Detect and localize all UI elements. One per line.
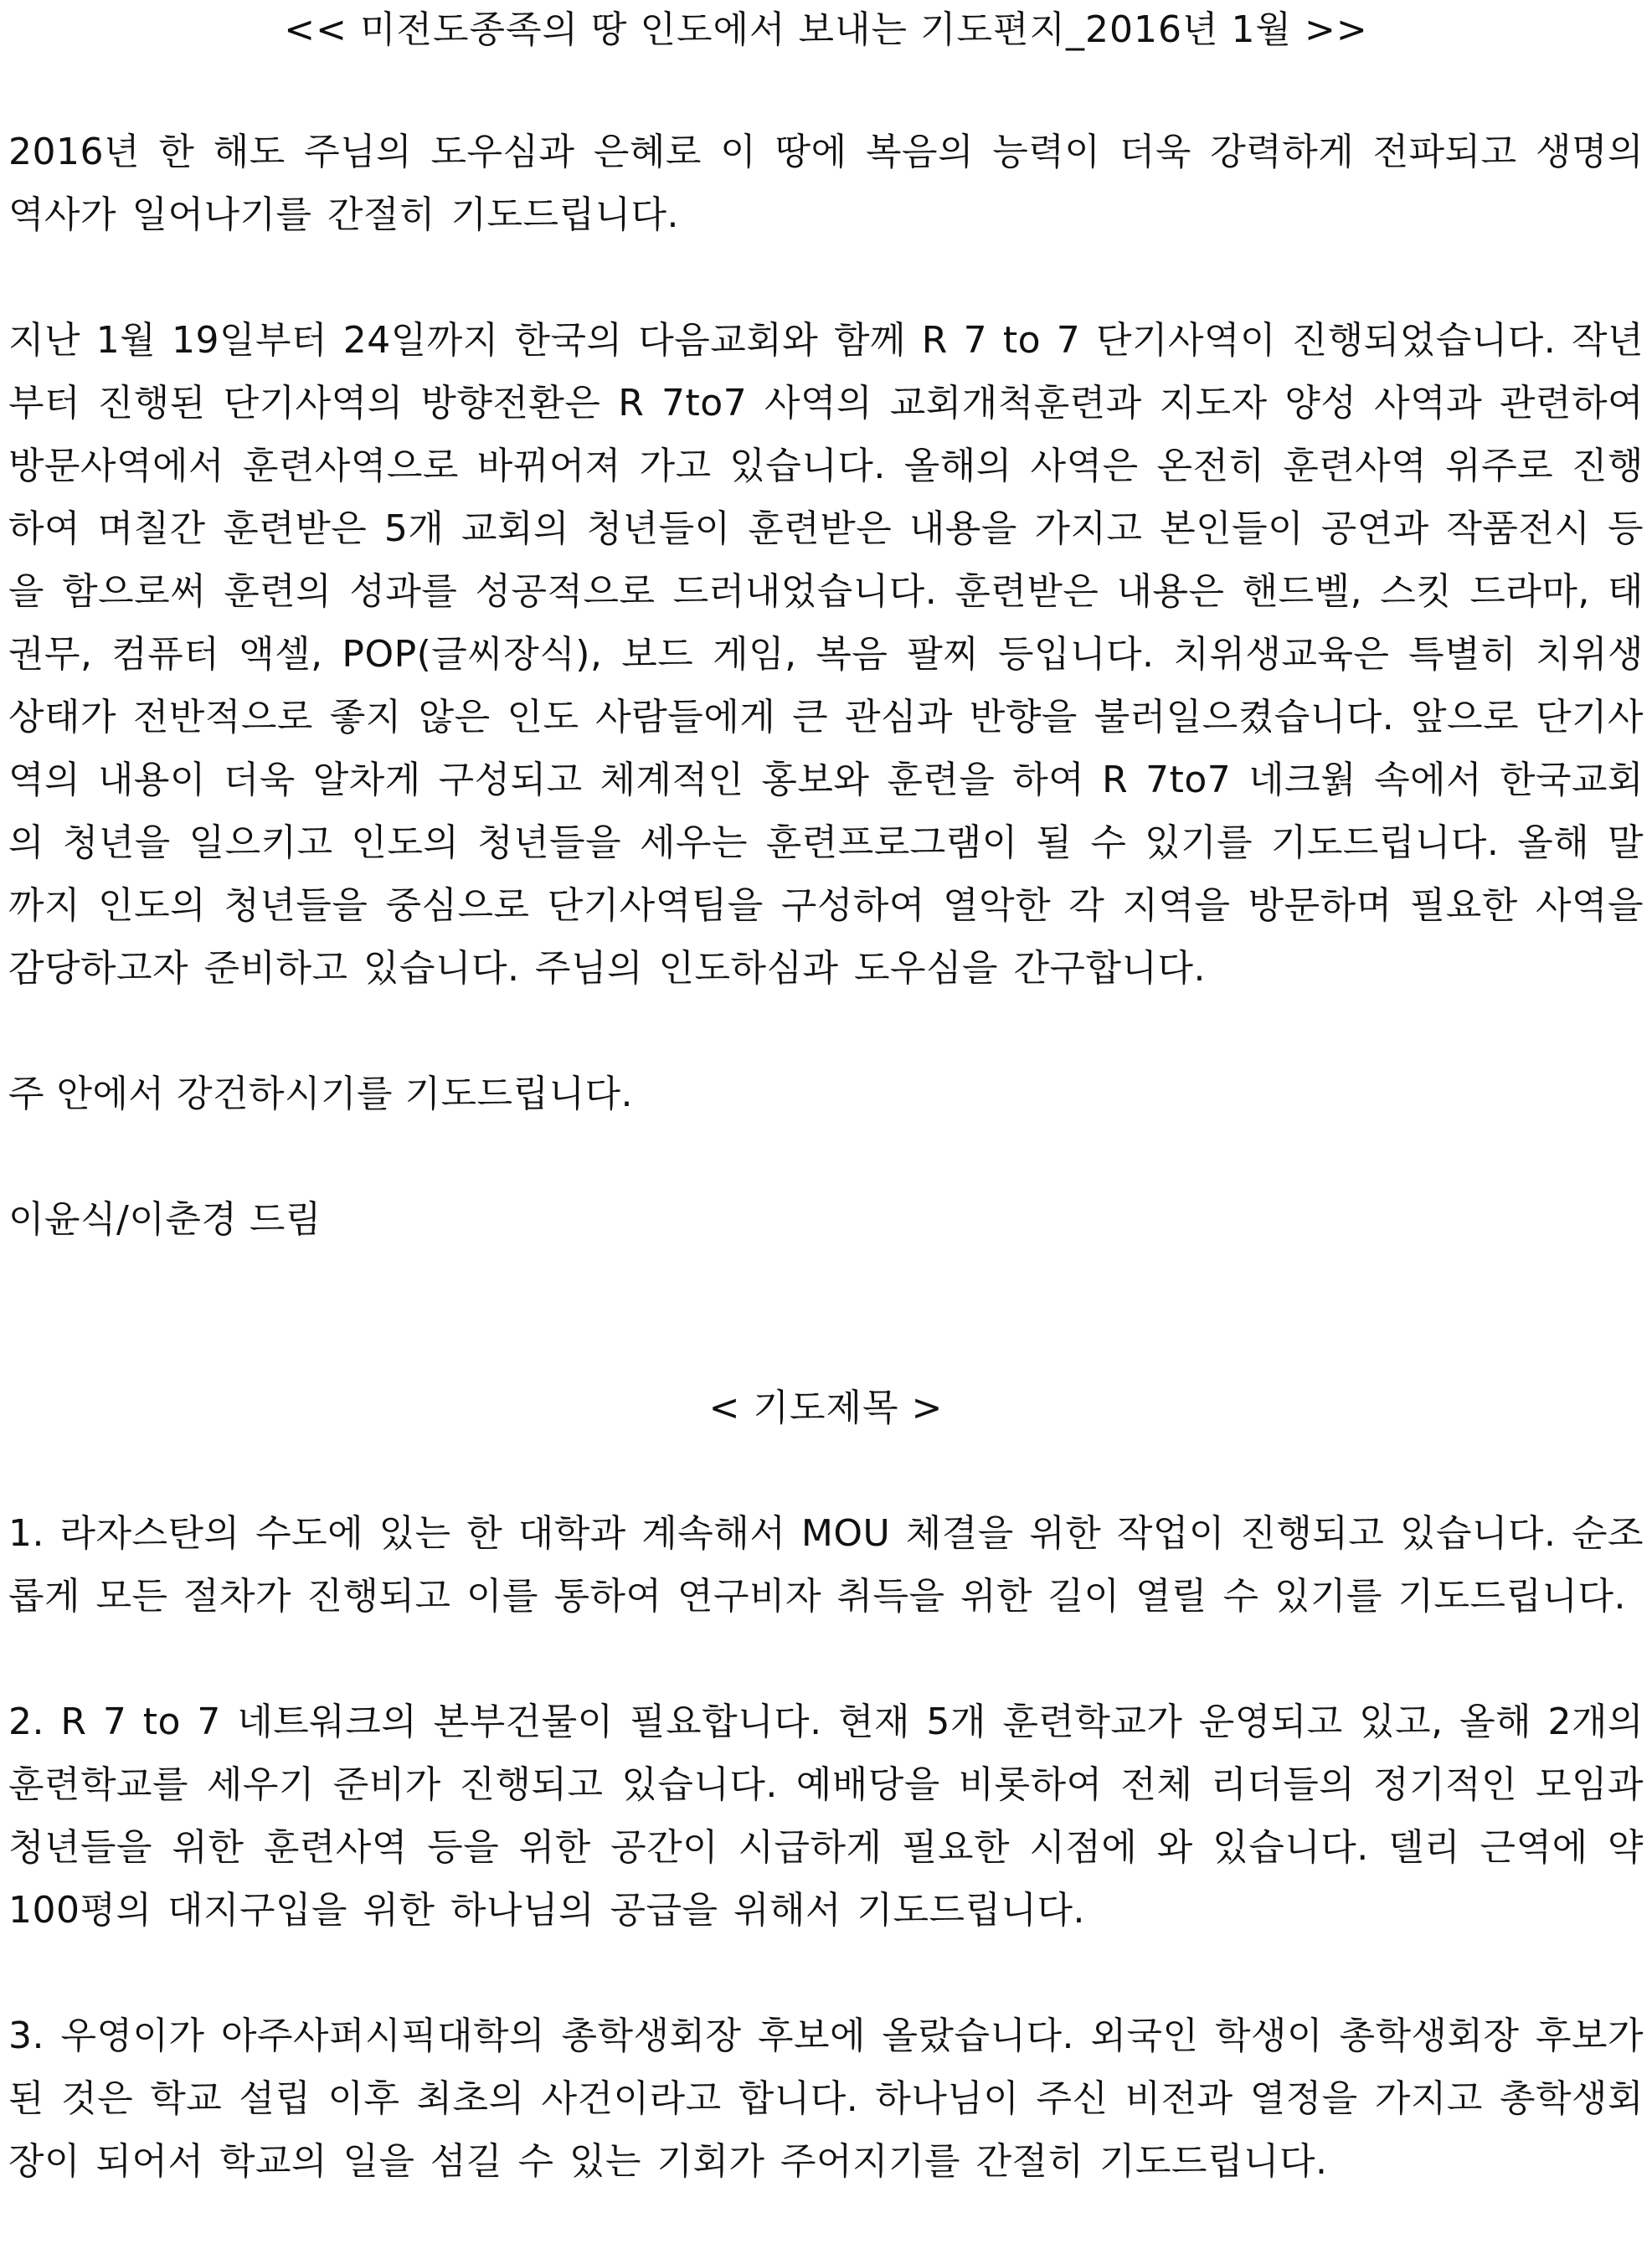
intro-paragraph: 2016년 한 해도 주님의 도우심과 은혜로 이 땅에 복음의 능력이 더욱 강력하게 전파되고 생명의 역사가 일어나기를 간절히 기도드립니다. [8,131,1644,236]
ministry-report-paragraph: 지난 1월 19일부터 24일까지 한국의 다음교회와 함께 R 7 to 7 단기사역이 진행되었습니다. 작년부터 진행된 단기사역의 방향전환은 R 7to7 사역의 교회개척훈련과 지도자 양성 사역과 관련하여 방문사역에서 훈련사역으로 바뀌어져 가고 있습니다. 올해의 사역은 온전히 훈련사역 위주로 진행하여 며칠간 훈련받은 5개 교회의 청년들이 훈련받은 내용을 가지고 본인들이 공연과 작품전시 등을 함으로써 훈련의 성과를 성공적으로 드러내었습니다. 훈련받은 내용은 핸드벨, 스킷 드라마, 태권무, 컴퓨터 액셀, POP(글씨장식), 보드 게임, 복음 팔찌 등입니다. 치위생교육은 특별히 치위생 상태가 전반적으로 좋지 않은 인도 사람들에게 큰 관심과 반향을 불러일으켰습니다. 앞으로 단기사역의 내용이 더욱 알차게 구성되고 체계적인 홍보와 훈련을 하여 R 7to7 네크웕 속에서 한국교회의 청년을 일으키고 인도의 청년들을 세우는 훈련프로그램이 될 수 있기를 기도드립니다. 올해 말까지 인도의 청년들을 중심으로 단기사역팀을 구성하여 열악한 각 지역을 방문하며 필요한 사역을 감당하고자 준비하고 있습니다. 주님의 인도하심과 도우심을 간구합니다. [8,319,1644,990]
prayer-item: 2. R 7 to 7 네트워크의 본부건물이 필요합니다. 현재 5개 훈련학교가 운영되고 있고, 올해 2개의 훈련학교를 세우기 준비가 진행되고 있습니다. 예배당을 비롯하여 전체 리더들의 정기적인 모임과 청년들을 위한 훈련사역 등을 위한 공간이 시급하게 필요한 시점에 와 있습니다. 델리 근역에 약 100평의 대지구입을 위한 하나님의 공급을 위해서 기도드립니다. [8,1701,1644,1932]
closing-line: 주 안에서 강건하시기를 기도드립니다. [8,1073,634,1115]
prayer-item: 3. 우영이가 아주사퍼시픽대학의 총학생회장 후보에 올랐습니다. 외국인 학생이 총학생회장 후보가 된 것은 학교 설립 이후 최초의 사건이라고 합니다. 하나님이 주신 비전과 열정을 가지고 총학생회장이 되어서 학교의 일을 섬길 수 있는 기회가 주어지기를 간절히 기도드립니다. [8,2015,1644,2183]
prayer-topics-heading: < 기도제목 > [708,1387,944,1429]
signature-line: 이윤식/이춘경 드림 [8,1198,322,1241]
letter-title: << 미전도종족의 땅 인도에서 보내는 기도편지_2016년 1월 >> [284,8,1368,51]
prayer-letter-document [8,0,1644,2193]
prayer-item: 1. 라자스탄의 수도에 있는 한 대학과 계속해서 MOU 체결을 위한 작업이 진행되고 있습니다. 순조롭게 모든 절차가 진행되고 이를 통하여 연구비자 취득을 위한 길이 열릴 수 있기를 기도드립니다. [8,1512,1644,1618]
